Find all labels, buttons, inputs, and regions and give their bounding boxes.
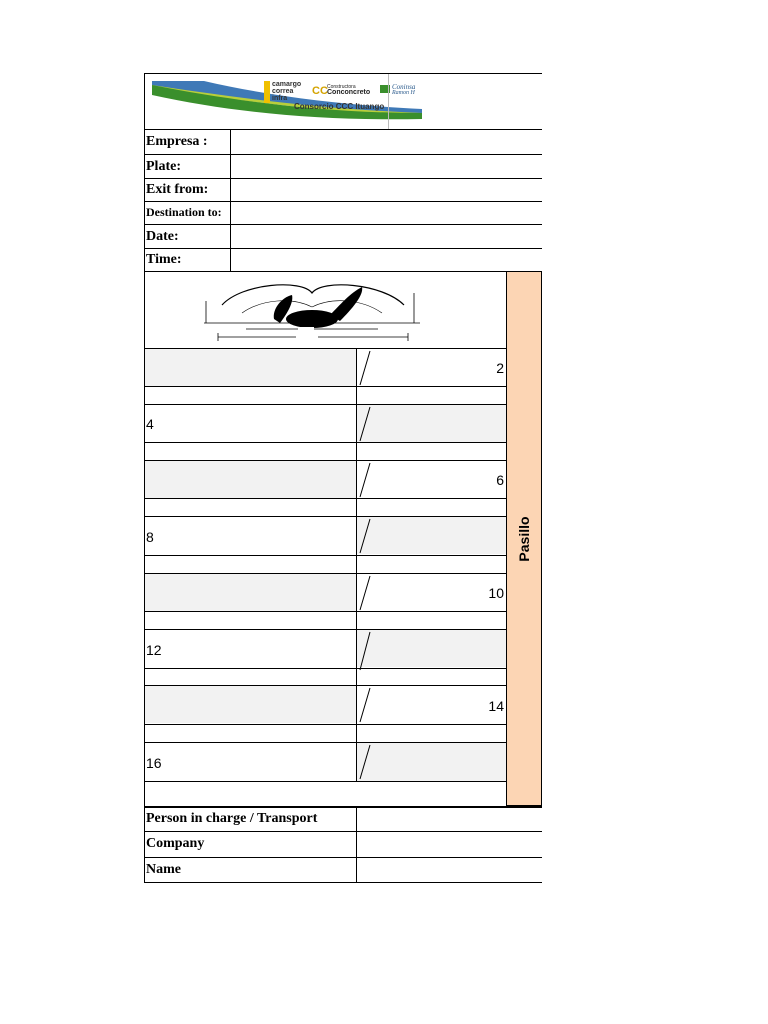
seat-cell-left[interactable] (145, 686, 356, 723)
seat-number: 16 (146, 755, 162, 771)
camargo-logo: camargo correa infra (272, 81, 302, 102)
seat-cell-right[interactable] (357, 743, 506, 781)
seat-cell-14[interactable] (357, 686, 506, 723)
seat-cell-6[interactable] (357, 461, 506, 498)
time-field[interactable] (231, 249, 542, 271)
row-line (144, 882, 542, 883)
seat-slash-icon (358, 574, 372, 612)
seat-number: 10 (488, 585, 504, 601)
destination-field[interactable] (231, 202, 542, 224)
name-field[interactable] (357, 858, 542, 882)
steering-hub-icon (286, 310, 338, 328)
seat-slash-icon (358, 349, 372, 387)
aisle-label: Pasillo (516, 515, 532, 562)
exit-from-label: Exit from: (146, 182, 209, 197)
seat-slash-icon (358, 743, 372, 781)
plate-field[interactable] (231, 155, 542, 177)
consortium-name: Consorcio CCC Ituango (294, 102, 385, 111)
seat-number: 4 (146, 416, 154, 432)
row-line (144, 668, 506, 669)
row-line (144, 386, 506, 387)
exit-from-field[interactable] (231, 179, 542, 201)
seat-number: 8 (146, 529, 154, 545)
seat-cell-left[interactable] (145, 461, 356, 498)
seat-cell-8[interactable] (145, 517, 356, 554)
seat-slash-icon (358, 405, 372, 443)
seat-slash-icon (358, 686, 372, 724)
person-in-charge-label: Person in charge / Transport (146, 811, 318, 826)
row-line (144, 271, 542, 272)
seat-number: 6 (496, 472, 504, 488)
empresa-label: Empresa : (146, 134, 208, 149)
destination-label: Destination to: (146, 205, 222, 219)
seat-cell-12[interactable] (145, 630, 356, 667)
row-line (144, 555, 506, 556)
empresa-field[interactable] (231, 130, 542, 153)
seat-cell-right[interactable] (357, 517, 506, 554)
logo-divider (388, 73, 389, 129)
date-label: Date: (146, 229, 179, 244)
seat-cell-2[interactable] (357, 349, 506, 386)
date-field[interactable] (231, 225, 542, 248)
row-line (144, 724, 506, 725)
company-field[interactable] (357, 832, 542, 856)
time-label: Time: (146, 252, 182, 267)
cc-mark-icon: CC (312, 85, 328, 97)
logo-banner (144, 73, 542, 129)
aisle-column (506, 271, 542, 806)
company-label: Company (146, 836, 205, 851)
seat-number: 2 (496, 360, 504, 376)
person-in-charge-field[interactable] (357, 808, 542, 831)
header-logo-area: camargo correa infra CC Constructora Conconcreto Coninsa Ramon H Consorcio CCC Ituango (144, 73, 542, 129)
name-label: Name (146, 862, 181, 877)
top-border (144, 73, 542, 74)
seat-slash-icon (358, 461, 372, 499)
plate-label: Plate: (146, 159, 181, 174)
driver-seat-diagram (202, 279, 422, 351)
seat-cell-left[interactable] (145, 574, 356, 611)
row-line (144, 442, 506, 443)
seat-cell-left[interactable] (145, 349, 356, 386)
seat-cell-10[interactable] (357, 574, 506, 611)
seat-number: 12 (146, 642, 162, 658)
seat-slash-icon (358, 517, 372, 555)
row-line (144, 611, 506, 612)
seat-cell-right[interactable] (357, 630, 506, 667)
seat-slash-icon (358, 630, 372, 672)
seat-cell-right[interactable] (357, 405, 506, 442)
camargo-bracket (264, 81, 270, 103)
row-line (144, 498, 506, 499)
row-line (144, 781, 506, 782)
seat-cell-4[interactable] (145, 405, 356, 442)
seat-number: 14 (488, 698, 504, 714)
seat-cell-16[interactable] (145, 743, 356, 781)
